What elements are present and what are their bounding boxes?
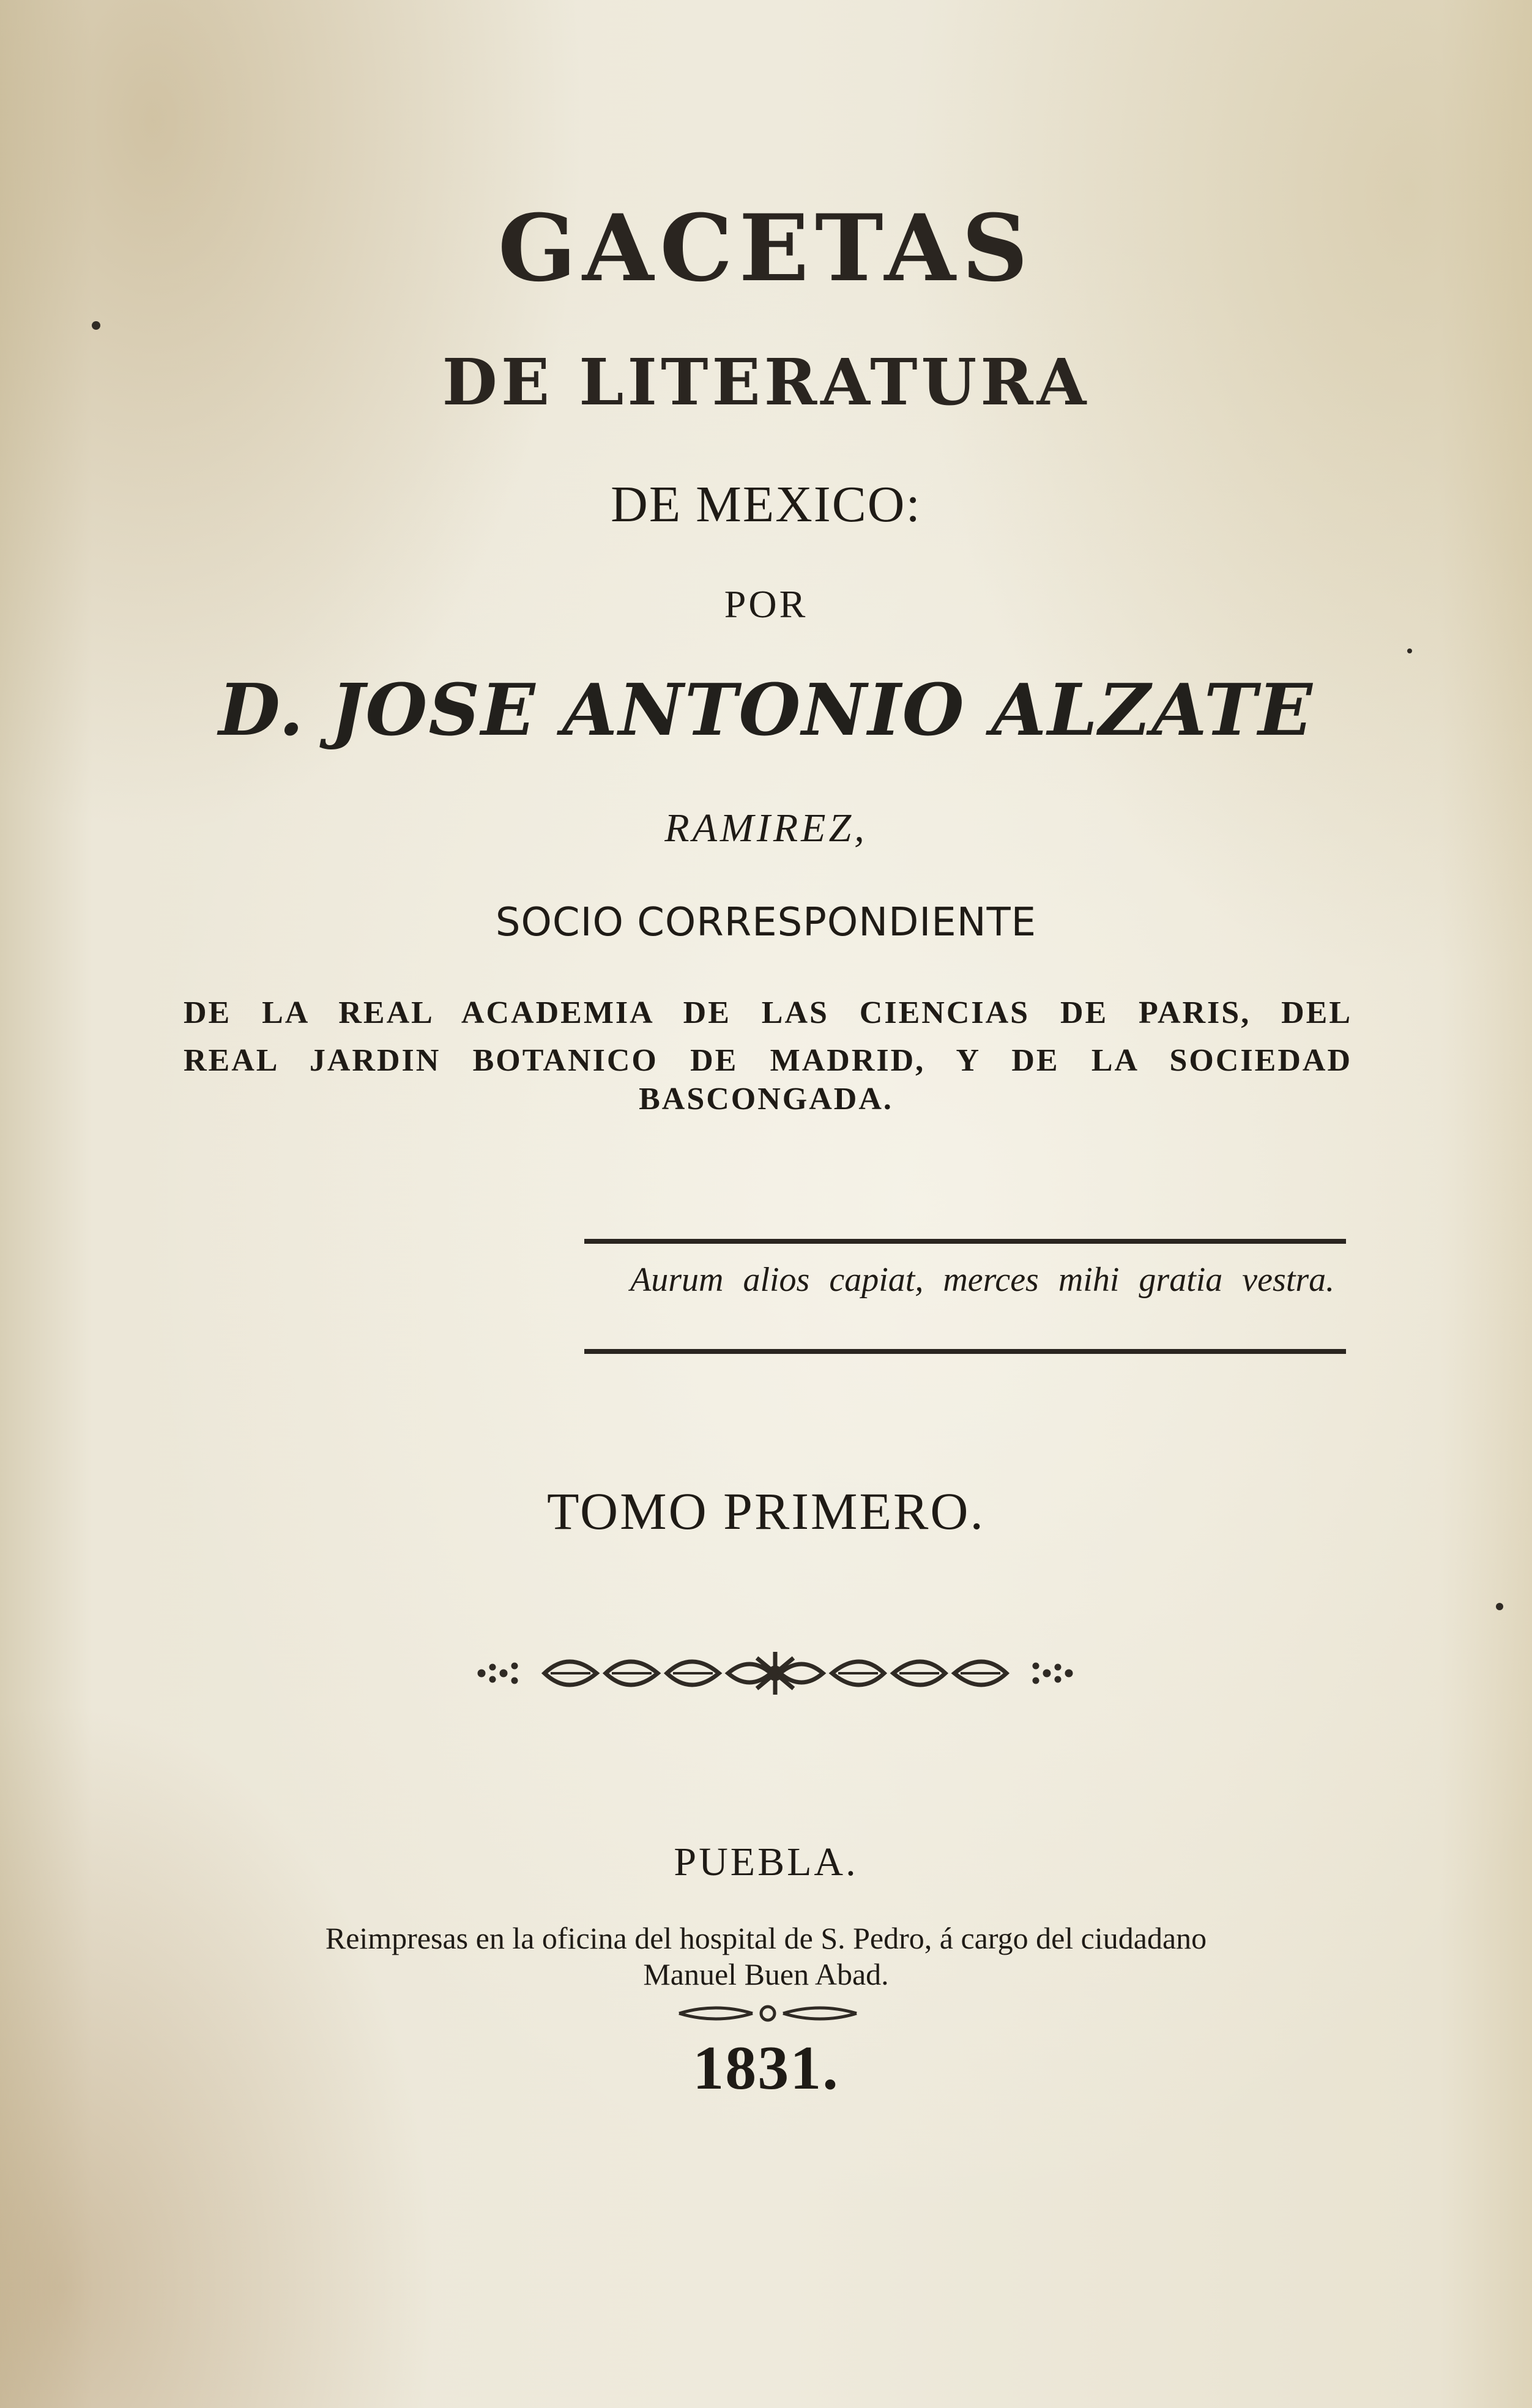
book-subtitle: DE LITERATURA bbox=[442, 344, 1090, 420]
motto: Aurum alios capiat, merces mihi gratia vestra. bbox=[630, 1261, 1335, 1299]
author-surname: RAMIREZ, bbox=[664, 806, 868, 850]
laurel-garland-ornament-icon bbox=[474, 1646, 1077, 1701]
affiliation-line-2: REAL JARDIN BOTANICO DE MADRID, Y DE LA SOCIEDAD bbox=[184, 1043, 1352, 1078]
publication-city: PUEBLA. bbox=[674, 1840, 858, 1884]
affiliation-line-3: BASCONGADA. bbox=[639, 1082, 893, 1117]
volume-label: TOMO PRIMERO. bbox=[547, 1482, 985, 1540]
author-role: SOCIO CORRESPONDIENTE bbox=[495, 900, 1037, 945]
by-line: POR bbox=[724, 582, 808, 626]
printer-line-2: Manuel Buen Abad. bbox=[643, 1957, 889, 1991]
book-title: GACETAS bbox=[497, 195, 1035, 302]
ink-speck bbox=[92, 321, 100, 330]
motto-rule-bottom bbox=[584, 1349, 1346, 1354]
publication-year: 1831. bbox=[693, 2034, 839, 2103]
ink-speck bbox=[1496, 1603, 1503, 1610]
flourish-icon bbox=[676, 2001, 860, 2026]
author-name: D. JOSE ANTONIO ALZATE bbox=[218, 669, 1314, 752]
book-place: DE MEXICO: bbox=[611, 476, 921, 533]
ink-speck bbox=[1407, 648, 1412, 653]
motto-rule-top bbox=[584, 1239, 1346, 1244]
affiliation-line-1: DE LA REAL ACADEMIA DE LAS CIENCIAS DE PARIS, DEL bbox=[184, 995, 1352, 1030]
printer-line-1: Reimpresas en la oficina del hospital de S. Pedro, á cargo del ciudadano bbox=[325, 1921, 1207, 1955]
